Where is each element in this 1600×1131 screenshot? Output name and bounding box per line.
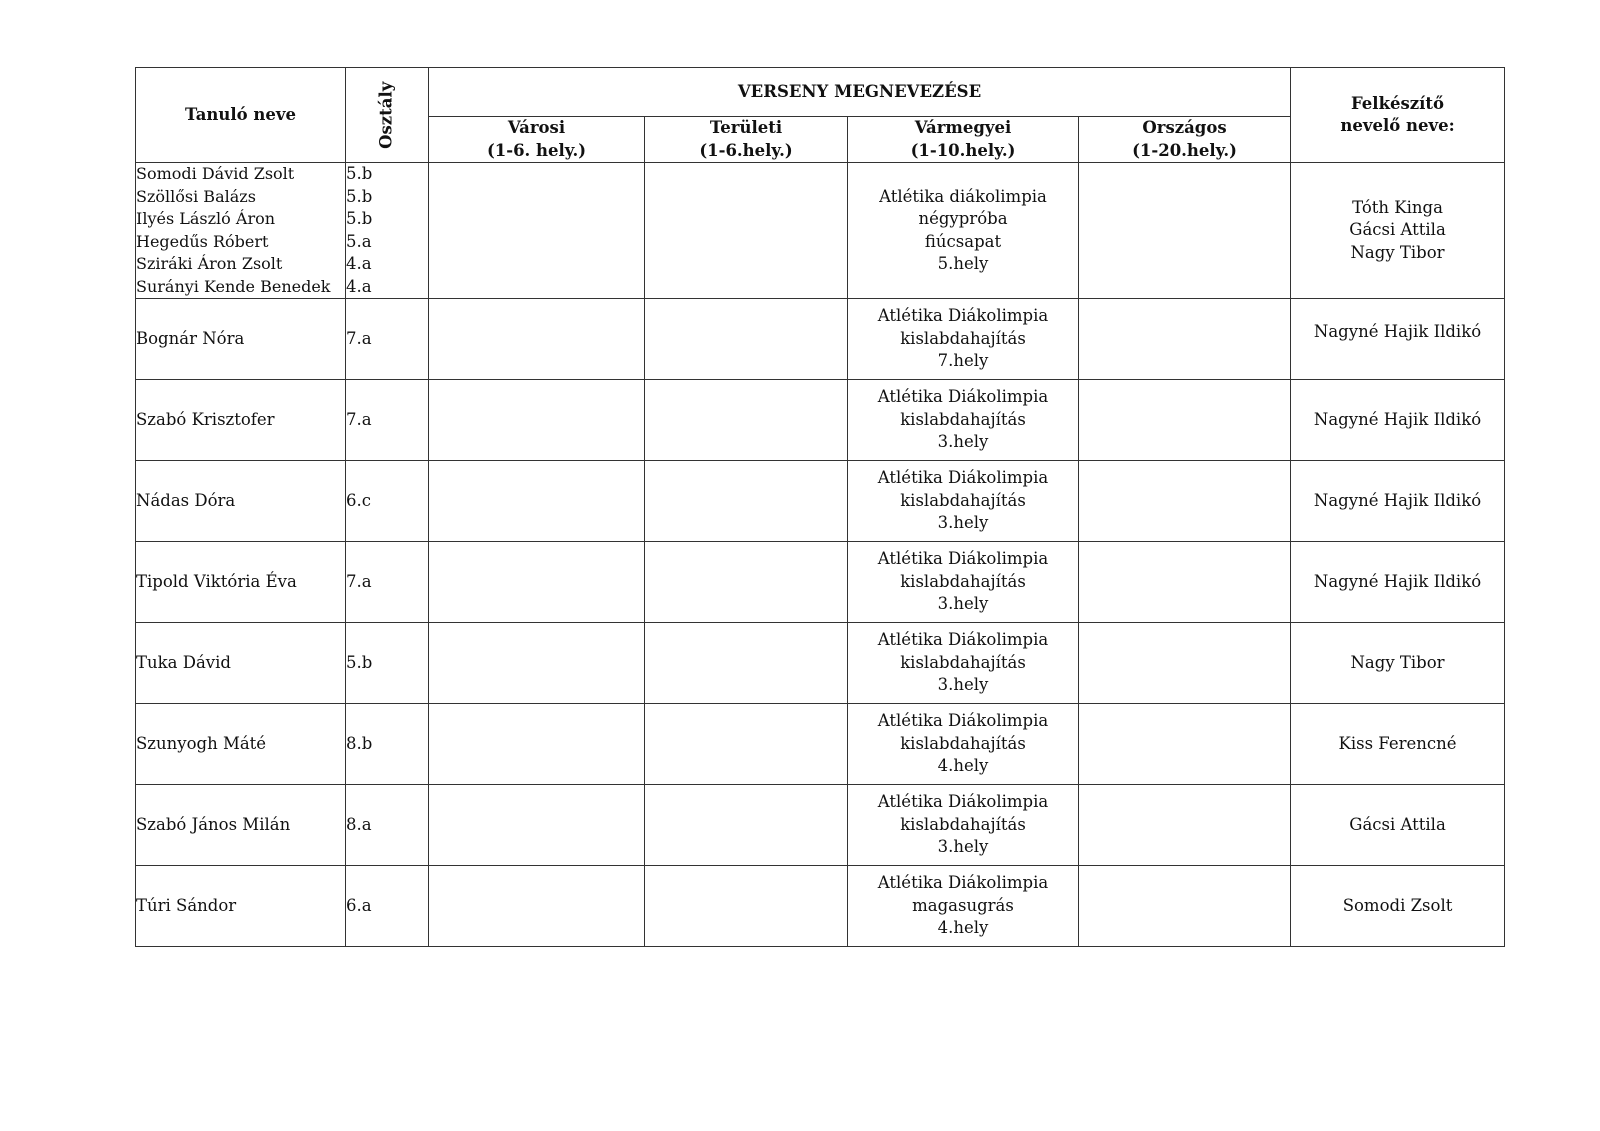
table-row (136, 542, 1505, 623)
header-level-national: Országos (1-20.hely.) (1079, 117, 1291, 163)
student-name: Surányi Kende Benedek (136, 276, 331, 296)
class-value: 4.a (346, 254, 372, 273)
city-result-cell (429, 163, 645, 299)
city-result-cell (429, 542, 645, 623)
header-level-regional: Területi (1-6.hely.) (645, 117, 848, 163)
county-result-cell: Atlétika Diákolimpia kislabdahajítás 3.hely (848, 623, 1079, 704)
class-value: 5.a (346, 231, 372, 251)
table-row (136, 623, 1505, 704)
county-result-cell: Atlétika Diákolimpia kislabdahajítás 7.hely (848, 299, 1079, 380)
student-name: Bognár Nóra (136, 299, 346, 380)
header-teacher-line2: nevelő neve: (1340, 116, 1455, 135)
competition-results-table (135, 67, 1505, 947)
table-row (136, 163, 1505, 299)
teacher-name: Somodi Zsolt (1291, 866, 1505, 947)
teacher-name: Kiss Ferencné (1291, 704, 1505, 785)
student-name: Ilyés László Áron (136, 209, 276, 228)
table-row (136, 866, 1505, 947)
header-class-label: Osztály (376, 81, 396, 149)
class-value: 6.c (346, 461, 429, 542)
regional-result-cell (645, 299, 848, 380)
county-result-cell: Atlétika Diákolimpia kislabdahajítás 3.hely (848, 785, 1079, 866)
national-result-cell (1079, 461, 1291, 542)
county-result-cell: Atlétika Diákolimpia kislabdahajítás 4.hely (848, 704, 1079, 785)
national-result-cell (1079, 704, 1291, 785)
class-value: 5.b (346, 186, 373, 206)
student-name: Szabó Krisztofer (136, 380, 346, 461)
city-result-cell (429, 299, 645, 380)
student-name: Tipold Viktória Éva (136, 542, 346, 623)
national-result-cell (1079, 623, 1291, 704)
student-name: Hegedűs Róbert (136, 231, 269, 251)
student-name: Szunyogh Máté (136, 704, 346, 785)
national-result-cell (1079, 542, 1291, 623)
city-result-cell (429, 380, 645, 461)
student-name: Túri Sándor (136, 866, 346, 947)
teacher-name: Gácsi Attila (1349, 220, 1446, 240)
national-result-cell (1079, 785, 1291, 866)
regional-result-cell (645, 380, 848, 461)
student-name: Szabó János Milán (136, 785, 346, 866)
city-result-cell (429, 461, 645, 542)
county-result-cell: Atlétika diákolimpia négypróba fiúcsapat 5.hely (848, 163, 1079, 299)
national-result-cell (1079, 163, 1291, 299)
regional-result-cell (645, 542, 848, 623)
class-value: 8.a (346, 785, 429, 866)
teacher-name: Nagy Tibor (1350, 242, 1445, 262)
class-value: 7.a (346, 299, 429, 380)
student-name: Nádas Dóra (136, 461, 346, 542)
student-name: Szöllősi Balázs (136, 186, 256, 206)
class-value: 5.b (346, 164, 373, 183)
teacher-name: Gácsi Attila (1291, 785, 1505, 866)
county-result-cell: Atlétika Diákolimpia kislabdahajítás 3.hely (848, 542, 1079, 623)
header-level-county: Vármegyei (1-10.hely.) (848, 117, 1079, 163)
teacher-name: Nagy Tibor (1291, 623, 1505, 704)
class-value: 7.a (346, 380, 429, 461)
city-result-cell (429, 704, 645, 785)
header-student-name: Tanuló neve (136, 68, 346, 163)
class-value: 7.a (346, 542, 429, 623)
regional-result-cell (645, 785, 848, 866)
teacher-name: Tóth Kinga (1352, 197, 1443, 217)
table-row (136, 380, 1505, 461)
class-value: 8.b (346, 704, 429, 785)
city-result-cell (429, 866, 645, 947)
class-value: 5.b (346, 623, 429, 704)
county-result-cell: Atlétika Diákolimpia kislabdahajítás 3.hely (848, 380, 1079, 461)
table-row (136, 461, 1505, 542)
class-cell (346, 163, 429, 299)
county-result-cell: Atlétika Diákolimpia magasugrás 4.hely (848, 866, 1079, 947)
regional-result-cell (645, 866, 848, 947)
header-level-city: Városi (1-6. hely.) (429, 117, 645, 163)
teacher-name: Nagyné Hajik Ildikó (1291, 380, 1505, 461)
city-result-cell (429, 623, 645, 704)
table-row (136, 785, 1505, 866)
regional-result-cell (645, 623, 848, 704)
header-teacher-line1: Felkészítő (1351, 93, 1445, 113)
teacher-cell (1291, 163, 1505, 299)
teacher-name: Nagyné Hajik Ildikó (1291, 461, 1505, 542)
header-teacher (1291, 68, 1505, 163)
regional-result-cell (645, 704, 848, 785)
table-row (136, 299, 1505, 380)
teacher-name: Nagyné Hajik Ildikó (1291, 299, 1505, 380)
student-name: Tuka Dávid (136, 623, 346, 704)
teacher-name: Nagyné Hajik Ildikó (1291, 542, 1505, 623)
national-result-cell (1079, 380, 1291, 461)
national-result-cell (1079, 866, 1291, 947)
city-result-cell (429, 785, 645, 866)
student-names-cell (136, 163, 346, 299)
class-value: 5.b (346, 209, 373, 228)
header-class (346, 68, 429, 163)
student-name: Somodi Dávid Zsolt (136, 164, 295, 183)
national-result-cell (1079, 299, 1291, 380)
class-value: 6.a (346, 866, 429, 947)
header-competition-name: VERSENY MEGNEVEZÉSE (429, 68, 1291, 117)
class-value: 4.a (346, 276, 372, 296)
county-result-cell: Atlétika Diákolimpia kislabdahajítás 3.hely (848, 461, 1079, 542)
regional-result-cell (645, 461, 848, 542)
student-name: Sziráki Áron Zsolt (136, 254, 283, 273)
regional-result-cell (645, 163, 848, 299)
table-row (136, 704, 1505, 785)
